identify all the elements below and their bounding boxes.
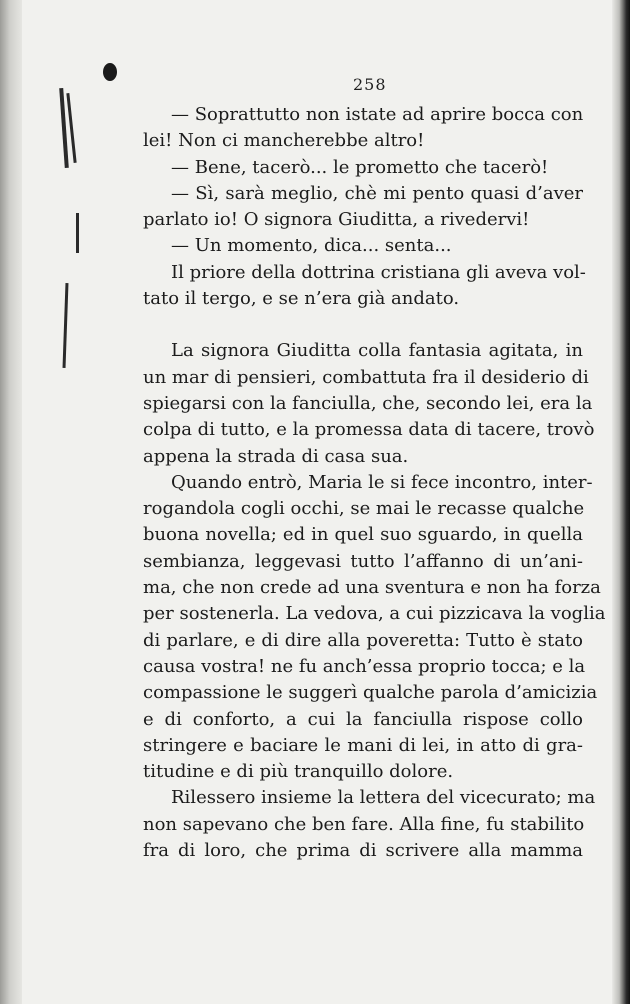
text-line: non sapevano che ben fare. Alla fine, fu stabilito: [143, 813, 585, 835]
margin-mark: [76, 213, 79, 253]
binding-gutter: [0, 0, 22, 1004]
text-line: di parlare, e di dire alla poveretta: Tutto è stato: [143, 629, 583, 651]
text-line: Il priore della dottrina cristiana gli aveva vol-: [171, 261, 586, 283]
margin-marks: [52, 88, 92, 388]
text-line: stringere e baciare le mani di lei, in atto di gra-: [143, 734, 583, 756]
text-line: tato il tergo, e se n’era già andato.: [143, 288, 460, 310]
text-line: Quando entrò, Maria le si fece incontro, inter-: [171, 471, 593, 493]
text-line: — Bene, tacerò... le prometto che tacerò!: [171, 156, 549, 178]
page-number: 258: [353, 75, 387, 94]
text-line: un mar di pensieri, combattuta fra il desiderio di: [143, 366, 589, 388]
text-line: e di conforto, a cui la fanciulla rispose collo: [143, 708, 583, 730]
text-line: rogandola cogli occhi, se mai le recasse qualche: [143, 498, 585, 520]
text-line: buona novella; ed in quel suo sguardo, in quella: [143, 524, 583, 546]
paragraph-gap: [143, 312, 583, 338]
text-line: parlato io! O signora Giuditta, a rivedervi!: [143, 209, 530, 231]
margin-mark: [63, 283, 69, 368]
text-line: sembianza, leggevasi tutto l’affanno di un’ani-: [143, 550, 583, 572]
text-line: fra di loro, che prima di scrivere alla mamma: [143, 840, 583, 862]
text-line: — Soprattutto non istate ad aprire bocca con: [171, 104, 584, 125]
text-line: colpa di tutto, e la promessa data di tacere, trovò: [143, 419, 595, 441]
text-line: ma, che non crede ad una sventura e non ha forza: [143, 577, 601, 599]
text-line: — Un momento, dica... senta...: [171, 235, 452, 257]
text-line: La signora Giuditta colla fantasia agitata, in: [171, 340, 583, 362]
text-line: spiegarsi con la fanciulla, che, secondo lei, era la: [143, 392, 593, 414]
page-text: [143, 102, 606, 864]
text-line: — Sì, sarà meglio, chè mi pento quasi d’aver: [171, 182, 583, 204]
margin-mark: [66, 93, 76, 163]
text-line: compassione le suggerì qualche parola d’amicizia: [143, 682, 598, 704]
page-edge-shadow: [612, 0, 630, 1004]
text-line: causa vostra! ne fu anch’essa proprio tocca; e la: [143, 655, 586, 677]
ink-blot: [103, 63, 117, 81]
text-line: Rilessero insieme la lettera del vicecurato; ma: [171, 787, 596, 809]
text-line: titudine e di più tranquillo dolore.: [143, 761, 454, 783]
text-line: appena la strada di casa sua.: [143, 445, 409, 467]
text-line: lei! Non ci mancherebbe altro!: [143, 130, 425, 152]
text-line: per sostenerla. La vedova, a cui pizzicava la voglia: [143, 603, 606, 625]
